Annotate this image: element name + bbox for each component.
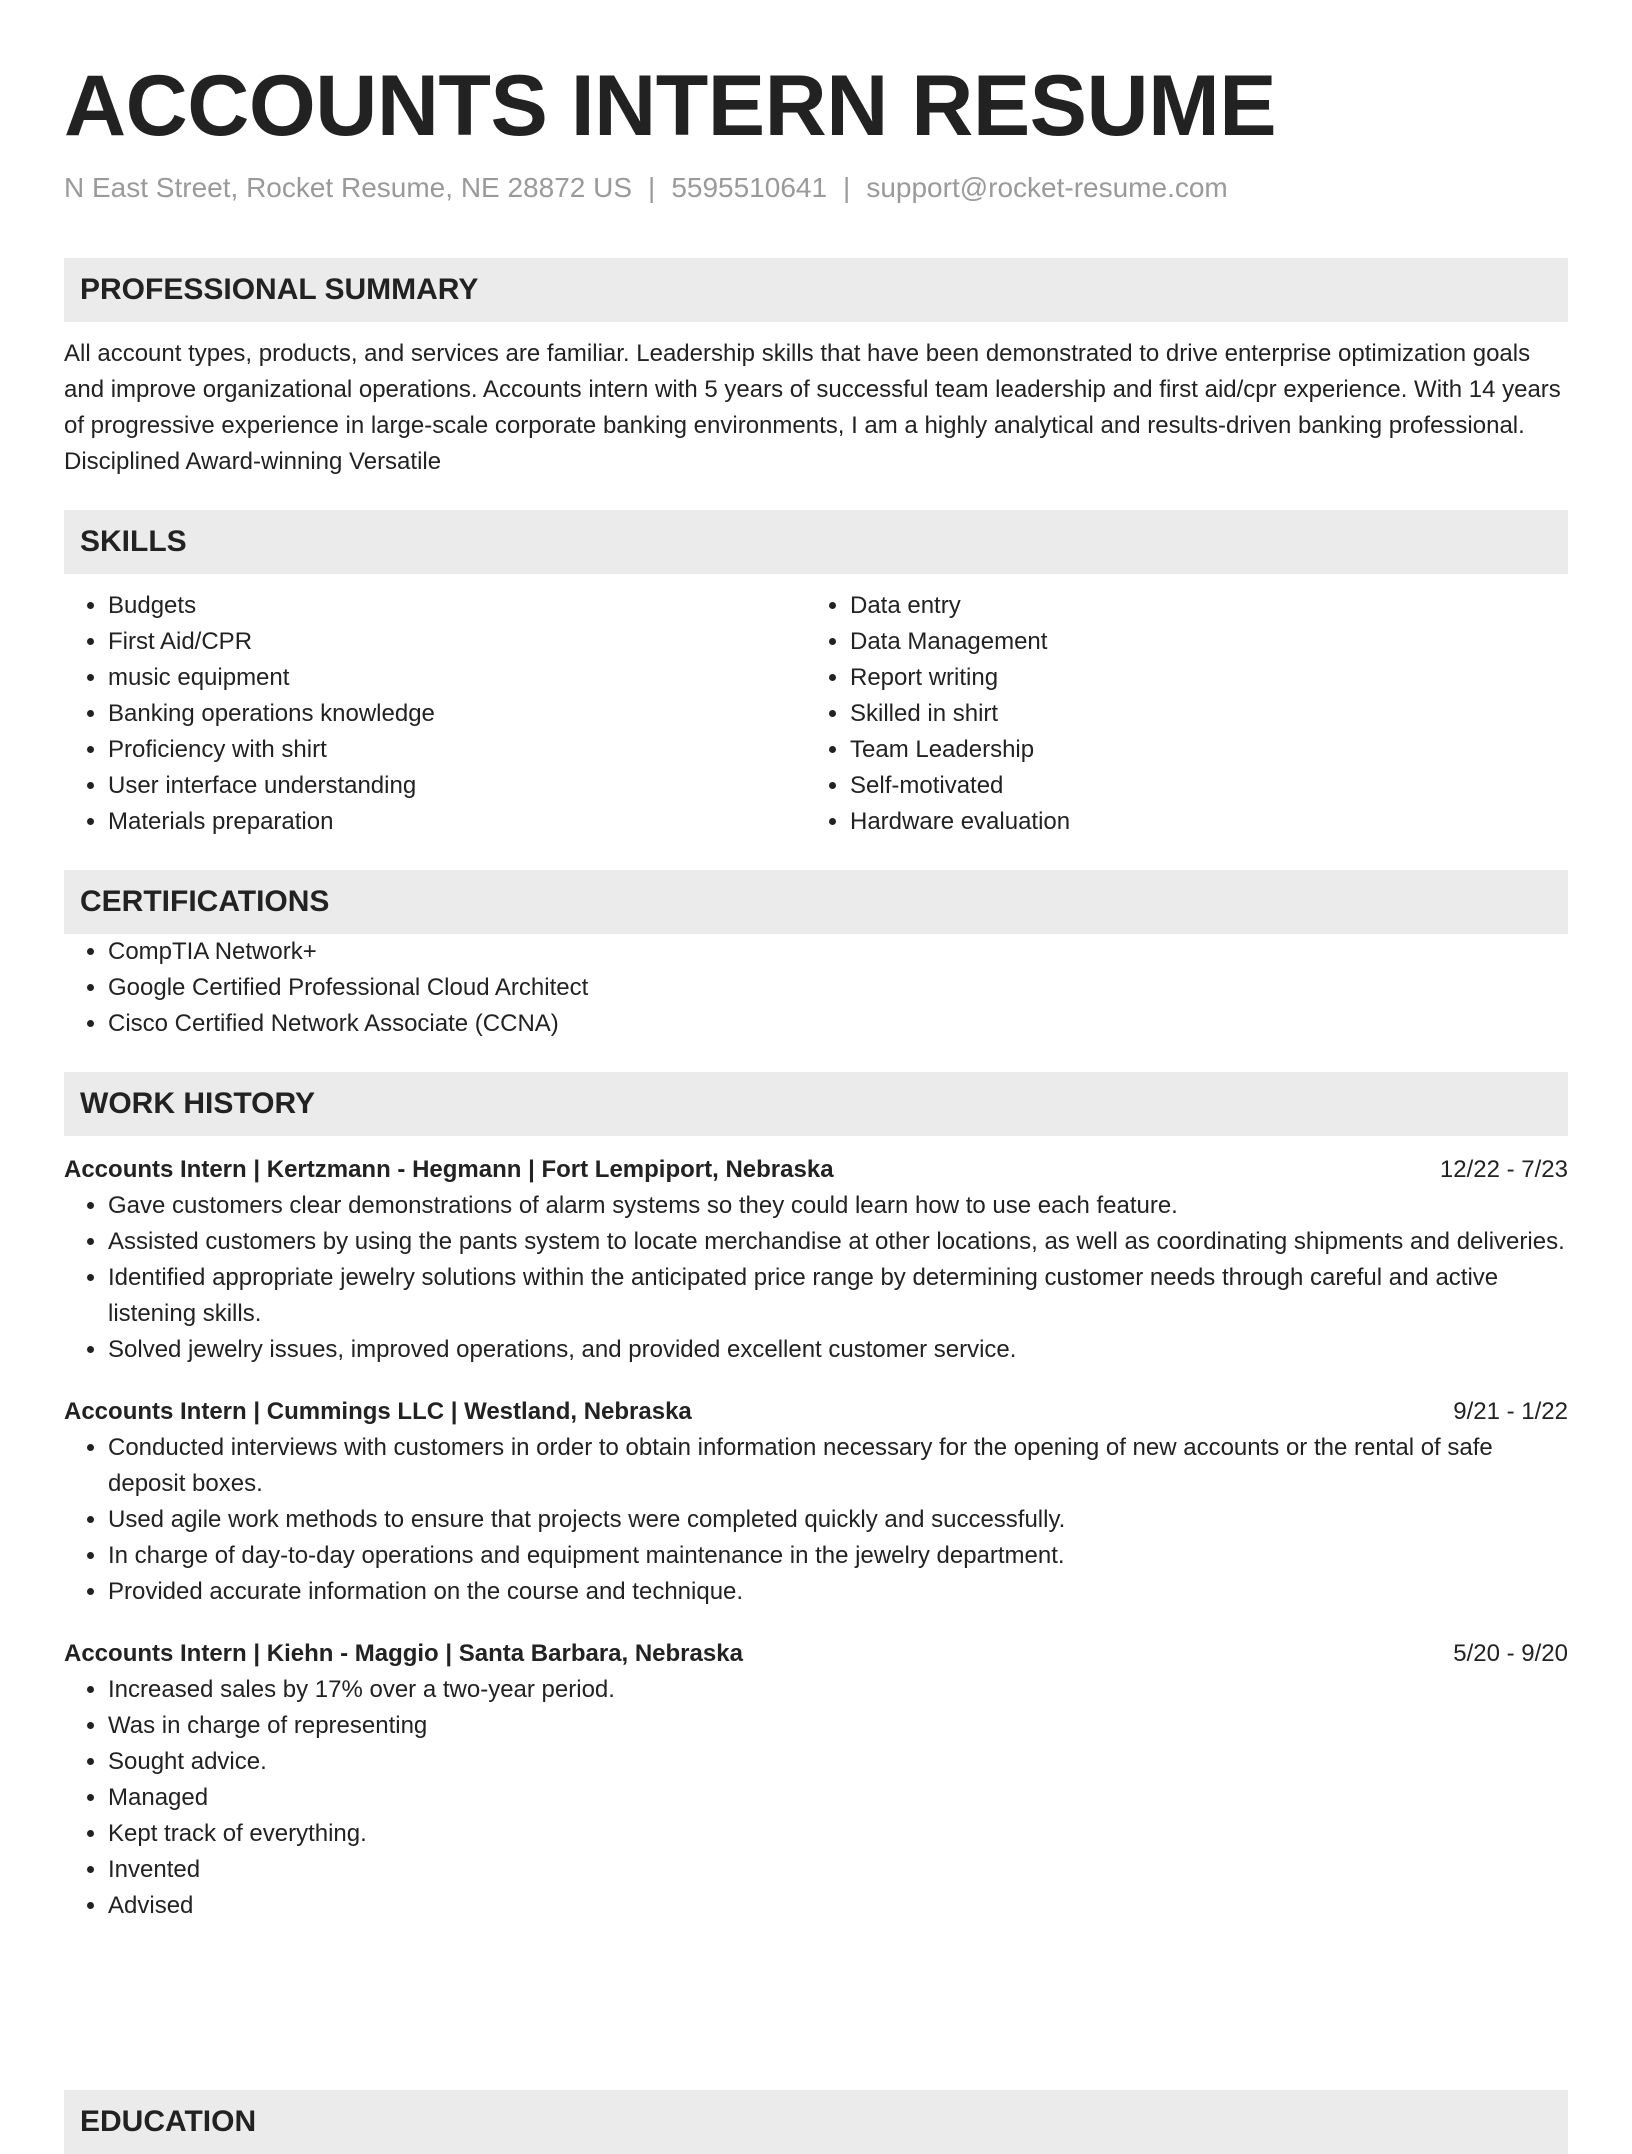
skill-item: • Skilled in shirt	[850, 696, 1548, 732]
skills-list-left	[64, 588, 806, 840]
section-heading-professional-summary: PROFESSIONAL SUMMARY	[64, 258, 1568, 322]
skills-grid	[64, 588, 1568, 840]
skill-item: • Banking operations knowledge	[108, 696, 806, 732]
skill-item: • First Aid/CPR	[108, 624, 806, 660]
job-header	[64, 1636, 1568, 1672]
skill-item: • Data entry	[850, 588, 1548, 624]
certification-item: • Cisco Certified Network Associate (CCNA)	[108, 1006, 1568, 1042]
skill-item: • Proficiency with shirt	[108, 732, 806, 768]
job-bullet: • Sought advice.	[108, 1744, 1568, 1780]
job-bullet: • Solved jewelry issues, improved operations, and provided excellent customer service.	[108, 1332, 1568, 1368]
resume-title: ACCOUNTS INTERN RESUME	[64, 58, 1277, 154]
skills-column-left	[64, 588, 806, 840]
work-history-section	[64, 1072, 1568, 1924]
skills-column-right	[806, 588, 1548, 840]
job-bullet: • Provided accurate information on the course and technique.	[108, 1574, 1568, 1610]
job-bullets	[64, 1430, 1568, 1610]
job-entry	[64, 1636, 1568, 1924]
contact-email: support@rocket-resume.com	[866, 172, 1228, 203]
job-bullet: • Advised	[108, 1888, 1568, 1924]
contact-line	[64, 170, 1568, 206]
job-entry	[64, 1152, 1568, 1368]
section-heading-certifications: CERTIFICATIONS	[64, 870, 1568, 934]
contact-separator: |	[843, 172, 851, 203]
job-title: Accounts Intern | Cummings LLC | Westland, Nebraska	[64, 1398, 692, 1425]
job-bullets	[64, 1672, 1568, 1924]
certifications-section	[64, 870, 1568, 1042]
section-heading-work-history: WORK HISTORY	[64, 1072, 1568, 1136]
certifications-list	[64, 934, 1568, 1042]
skill-item: • Materials preparation	[108, 804, 806, 840]
job-bullet: • Used agile work methods to ensure that projects were completed quickly and successfully.	[108, 1502, 1568, 1538]
section-heading-education: EDUCATION	[64, 2090, 1568, 2154]
skills-section	[64, 510, 1568, 840]
professional-summary-section	[64, 258, 1568, 480]
certification-item: • CompTIA Network+	[108, 934, 1568, 970]
skill-item: • User interface understanding	[108, 768, 806, 804]
skill-item: • Data Management	[850, 624, 1548, 660]
skill-item: • Hardware evaluation	[850, 804, 1548, 840]
skill-item: • Report writing	[850, 660, 1548, 696]
job-header	[64, 1394, 1568, 1430]
section-heading-skills: SKILLS	[64, 510, 1568, 574]
job-entry	[64, 1394, 1568, 1610]
job-bullet: • Conducted interviews with customers in order to obtain information necessary for the opening of new accounts or the rental of safe deposit boxes.	[108, 1430, 1568, 1502]
job-bullet: • Kept track of everything.	[108, 1816, 1568, 1852]
certification-item: • Google Certified Professional Cloud Architect	[108, 970, 1568, 1006]
job-title: Accounts Intern | Kiehn - Maggio | Santa Barbara, Nebraska	[64, 1640, 743, 1667]
contact-separator: |	[648, 172, 656, 203]
job-bullet: • Assisted customers by using the pants system to locate merchandise at other locations, as well as coordinating shipments and deliveries.	[108, 1224, 1568, 1260]
job-bullets	[64, 1188, 1568, 1368]
skill-item: • Team Leadership	[850, 732, 1548, 768]
contact-address: N East Street, Rocket Resume, NE 28872 US	[64, 172, 633, 203]
summary-text: All account types, products, and services are familiar. Leadership skills that have been demonstrated to drive enterprise optimization goals and improve organizational operations. Accounts intern with 5 years of successful team leadership and first aid/cpr experience. With 14 years of progressive experience in large-scale corporate banking environments, I am a highly analytical and results-driven banking professional. Disciplined Award-winning Versatile	[64, 340, 1561, 475]
job-bullet: • In charge of day-to-day operations and equipment maintenance in the jewelry department.	[108, 1538, 1568, 1574]
skill-item: • music equipment	[108, 660, 806, 696]
job-bullet: • Invented	[108, 1852, 1568, 1888]
job-dates: 9/21 - 1/22	[1453, 1398, 1568, 1425]
job-bullet: • Was in charge of representing	[108, 1708, 1568, 1744]
skills-list-right	[806, 588, 1548, 840]
job-bullet: • Identified appropriate jewelry solutions within the anticipated price range by determining customer needs through careful and active listening skills.	[108, 1260, 1568, 1332]
job-dates: 5/20 - 9/20	[1453, 1640, 1568, 1667]
job-bullet: • Gave customers clear demonstrations of alarm systems so they could learn how to use each feature.	[108, 1188, 1568, 1224]
job-dates: 12/22 - 7/23	[1439, 1156, 1568, 1183]
job-bullet: • Increased sales by 17% over a two-year period.	[108, 1672, 1568, 1708]
skill-item: • Self-motivated	[850, 768, 1548, 804]
job-bullet: • Managed	[108, 1780, 1568, 1816]
contact-phone: 5595510641	[671, 172, 828, 203]
job-title: Accounts Intern | Kertzmann - Hegmann | Fort Lempiport, Nebraska	[64, 1156, 834, 1183]
job-header	[64, 1152, 1568, 1188]
skill-item: • Budgets	[108, 588, 806, 624]
education-section	[64, 2090, 1568, 2154]
